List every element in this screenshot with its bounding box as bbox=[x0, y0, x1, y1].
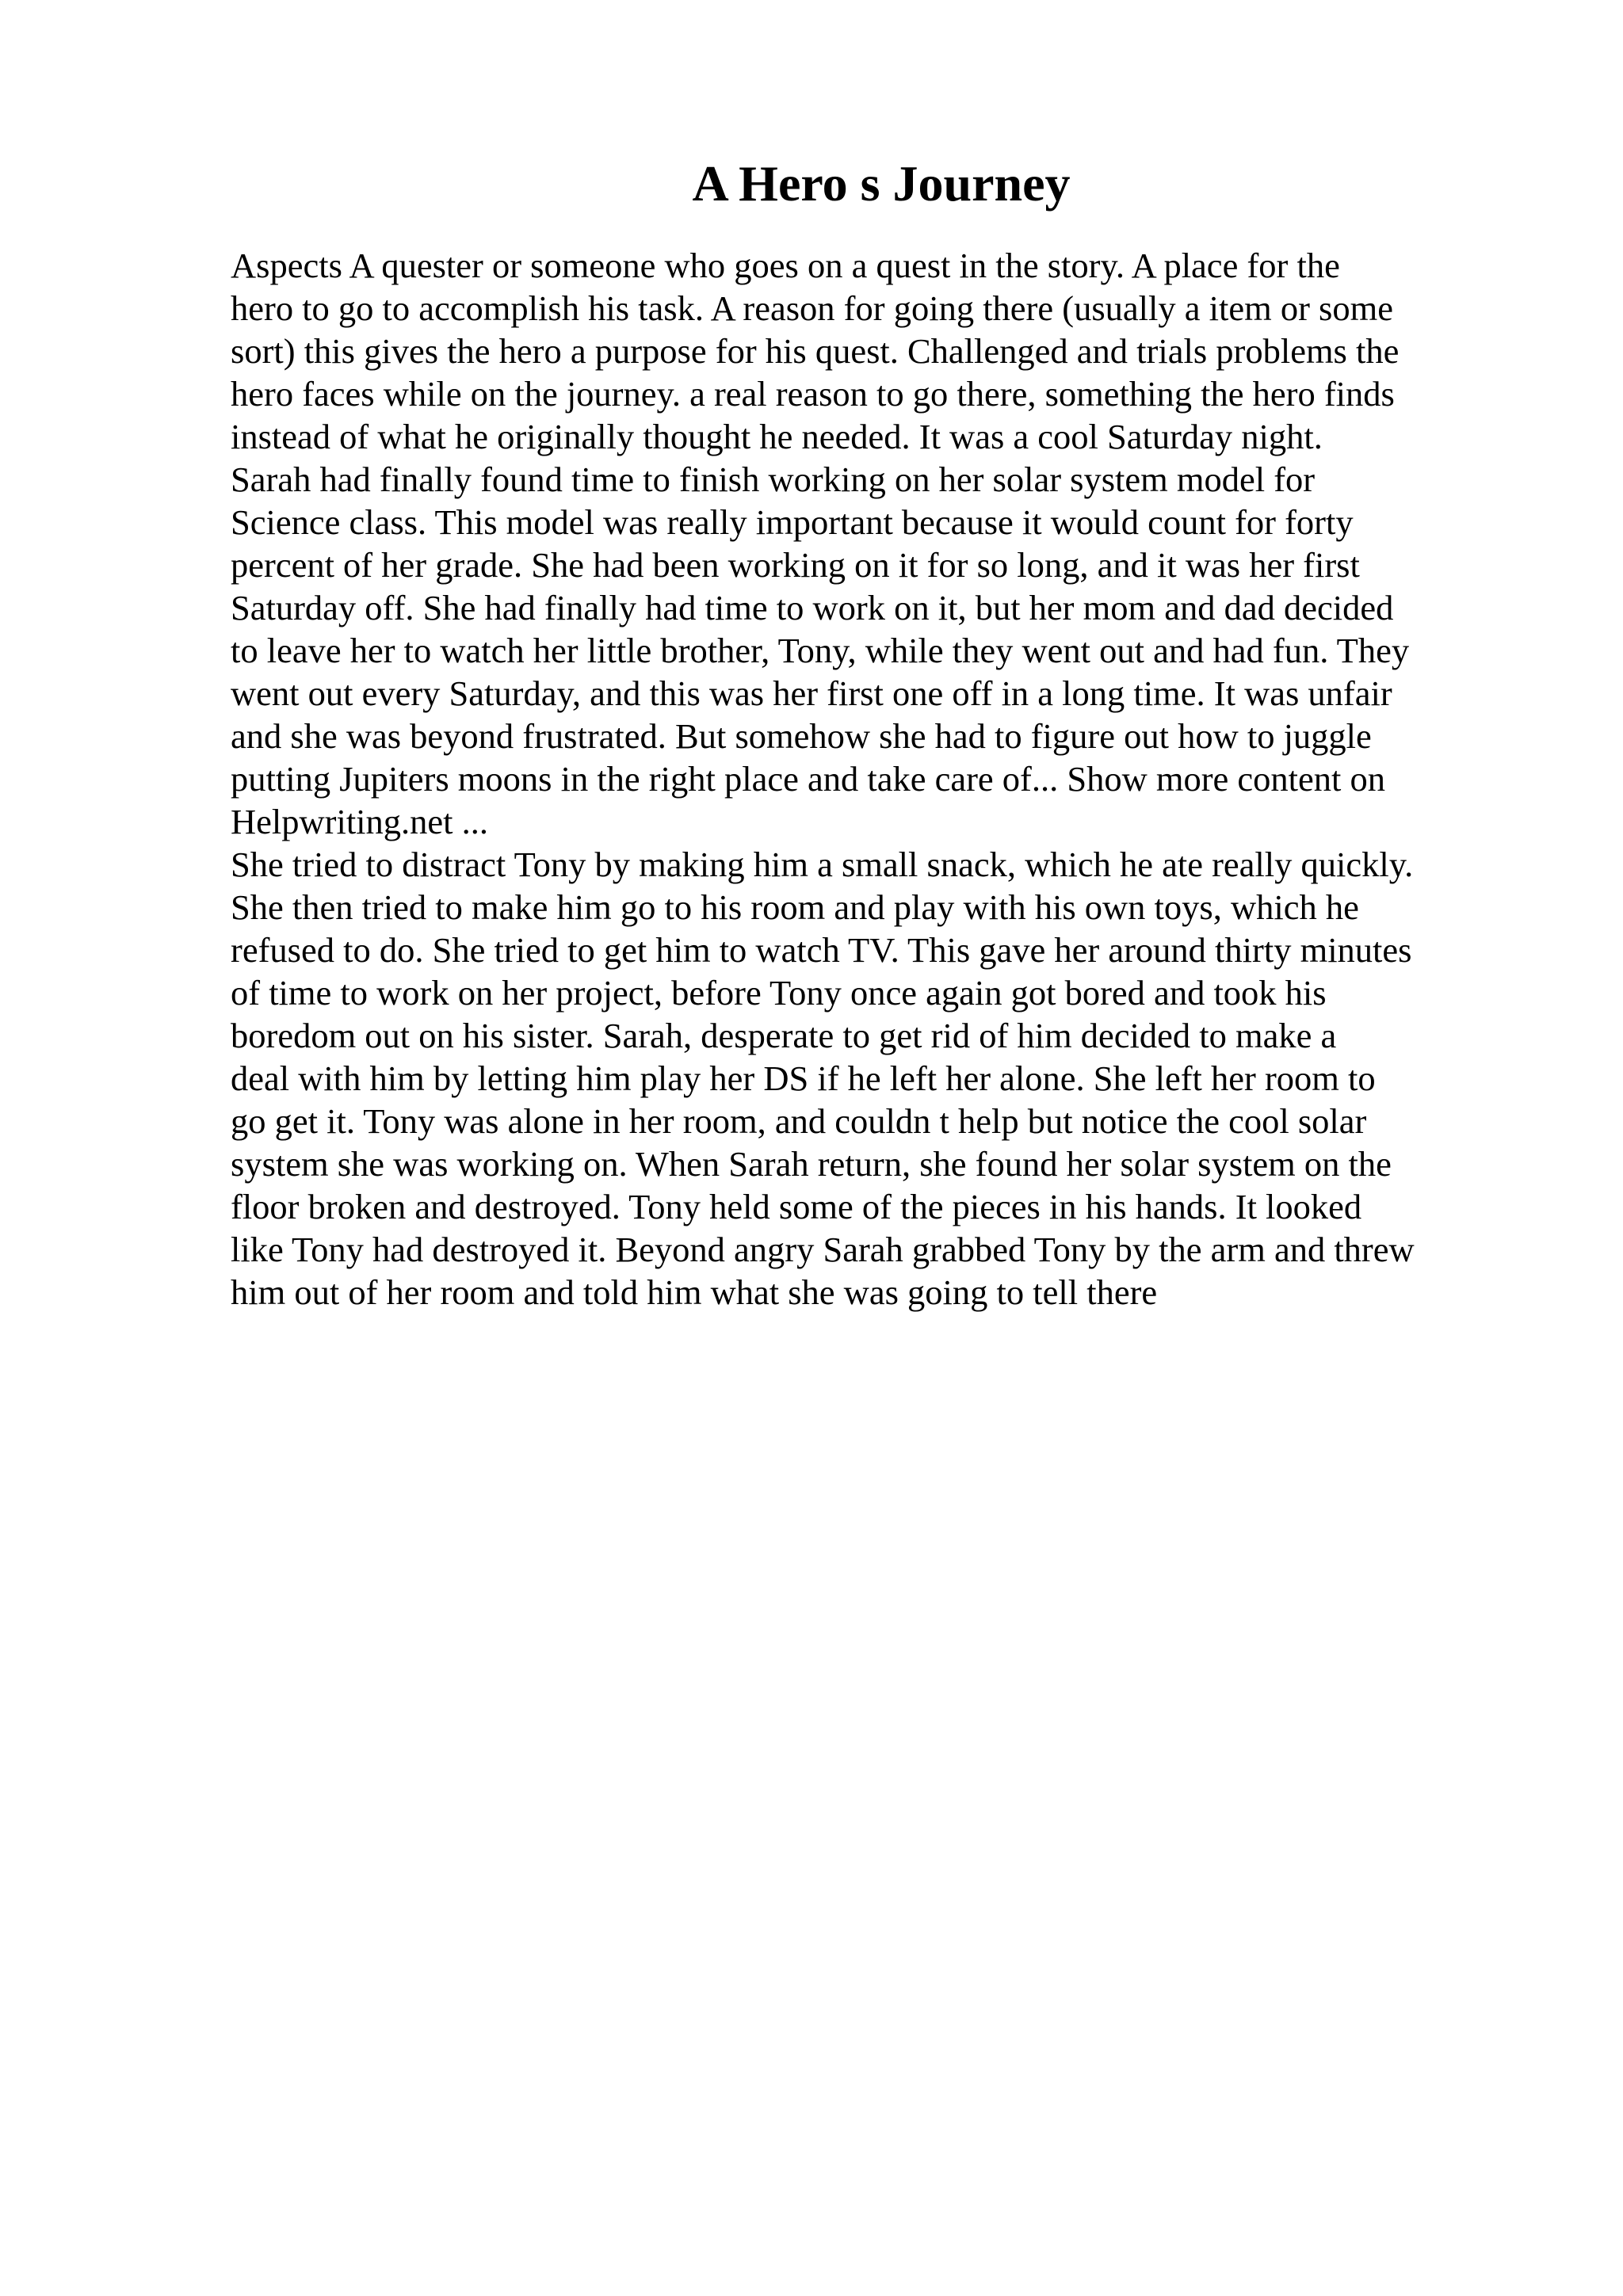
text-line: like Tony had destroyed it. Beyond angry Sarah grabbed Tony by the arm and threw bbox=[231, 1230, 1415, 1269]
text-line: sort) this gives the hero a purpose for his quest. Challenged and trials problems the bbox=[231, 331, 1400, 371]
essay-body bbox=[231, 244, 1499, 1314]
text-line: went out every Saturday, and this was her first one off in a long time. It was unfair bbox=[231, 673, 1392, 713]
text-line: go get it. Tony was alone in her room, and couldn t help but notice the cool solar bbox=[231, 1101, 1367, 1141]
text-line: instead of what he originally thought he needed. It was a cool Saturday night. bbox=[231, 417, 1323, 456]
text-line: refused to do. She tried to get him to watch TV. This gave her around thirty minutes bbox=[231, 930, 1412, 970]
text-line: percent of her grade. She had been working on it for so long, and it was her first bbox=[231, 545, 1360, 585]
text-line: Aspects A quester or someone who goes on a quest in the story. A place for the bbox=[231, 246, 1340, 285]
text-line: Saturday off. She had finally had time to work on it, but her mom and dad decided bbox=[231, 588, 1394, 627]
text-line: system she was working on. When Sarah return, she found her solar system on the bbox=[231, 1144, 1392, 1184]
text-line: She tried to distract Tony by making him a small snack, which he ate really quickly. bbox=[231, 845, 1414, 884]
text-line: She then tried to make him go to his room and play with his own toys, which he bbox=[231, 887, 1359, 927]
text-line: him out of her room and told him what she was going to tell there bbox=[231, 1272, 1158, 1312]
text-line: deal with him by letting him play her DS if he left her alone. She left her room to bbox=[231, 1058, 1376, 1098]
page-title: A Hero s Journey bbox=[692, 155, 1071, 212]
text-line: Science class. This model was really important because it would count for forty bbox=[231, 502, 1354, 542]
text-line: Sarah had finally found time to finish working on her solar system model for bbox=[231, 460, 1316, 499]
text-line: floor broken and destroyed. Tony held some of the pieces in his hands. It looked bbox=[231, 1187, 1362, 1226]
text-line: hero to go to accomplish his task. A reason for going there (usually a item or some bbox=[231, 288, 1393, 328]
text-line: hero faces while on the journey. a real reason to go there, something the hero finds bbox=[231, 374, 1395, 414]
text-line: boredom out on his sister. Sarah, desperate to get rid of him decided to make a bbox=[231, 1016, 1337, 1055]
show-more-line: putting Jupiters moons in the right place and take care of... Show more content on bbox=[231, 759, 1386, 799]
text-line: to leave her to watch her little brother, Tony, while they went out and had fun. They bbox=[231, 631, 1410, 670]
source-link-line[interactable]: Helpwriting.net ... bbox=[231, 802, 489, 841]
text-line: and she was beyond frustrated. But somehow she had to figure out how to juggle bbox=[231, 716, 1372, 756]
text-line: of time to work on her project, before Tony once again got bored and took his bbox=[231, 973, 1327, 1013]
